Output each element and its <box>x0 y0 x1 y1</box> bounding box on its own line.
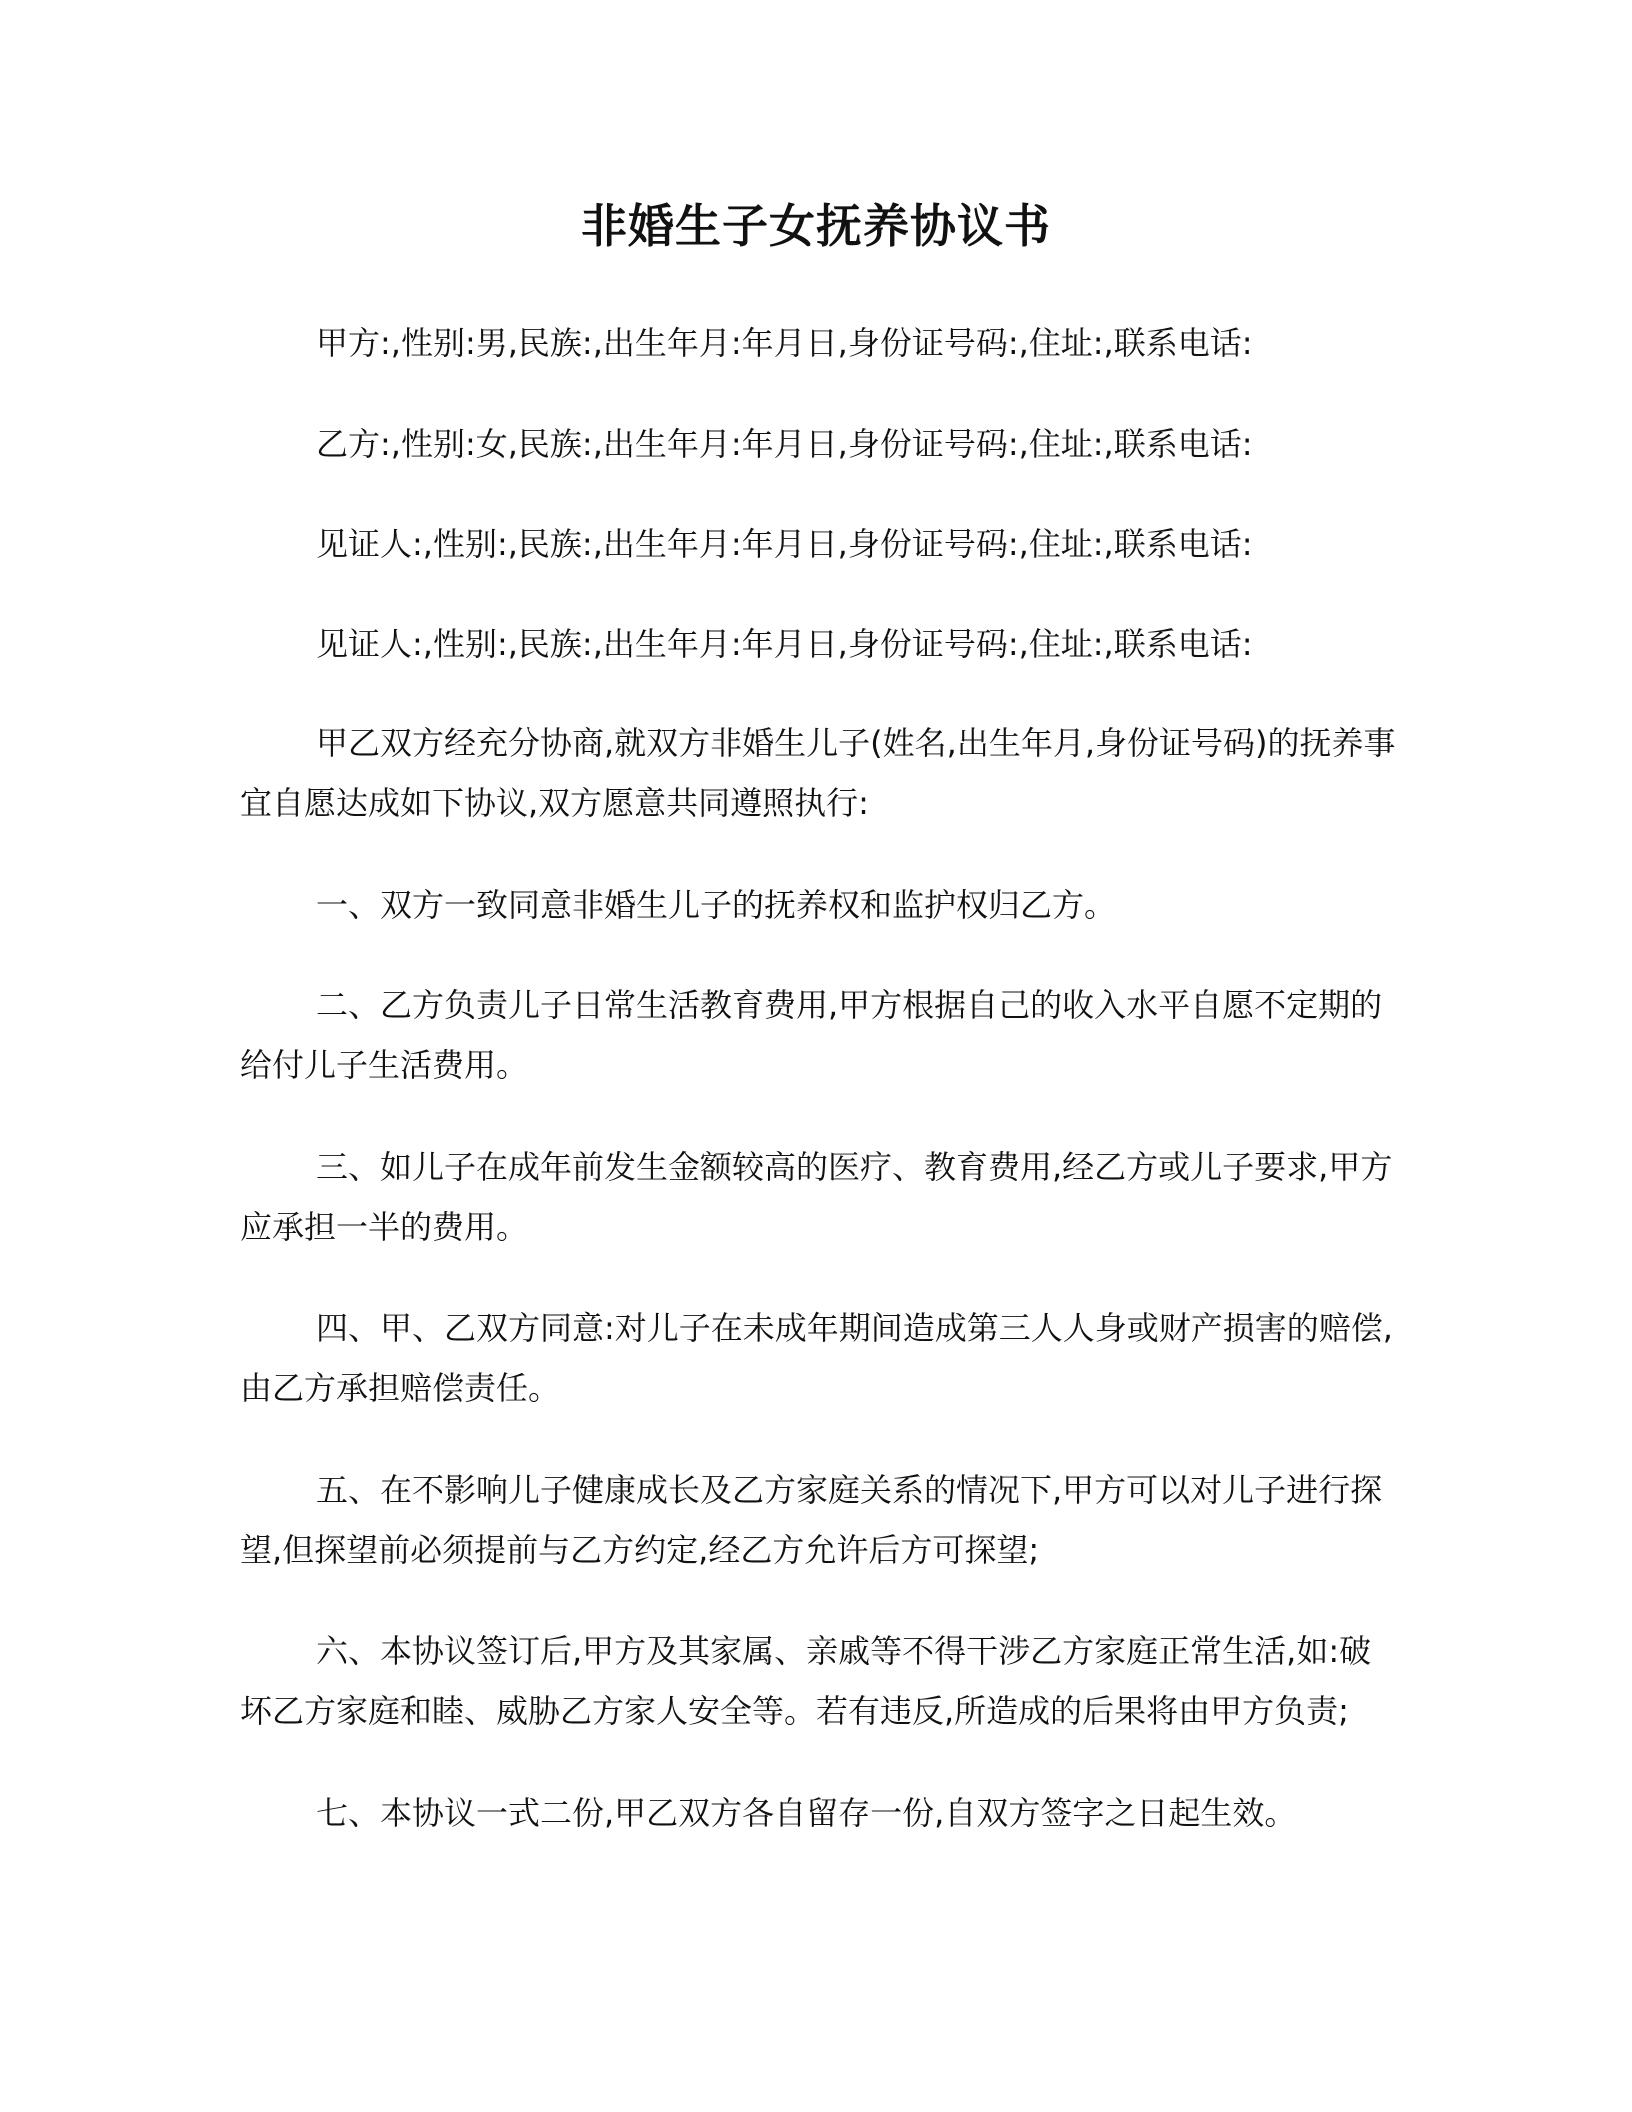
witness-2-info: 见证人:,性别:,民族:,出生年月:年月日,身份证号码:,住址:,联系电话: <box>316 625 1253 663</box>
clause-6-line-2: 坏乙方家庭和睦、威胁乙方家人安全等。若有违反,所造成的后果将由甲方负责; <box>240 1692 1349 1730</box>
clause-3-line-1: 三、如儿子在成年前发生金额较高的医疗、教育费用,经乙方或儿子要求,甲方 <box>316 1148 1393 1186</box>
clause-5 <box>240 1460 1386 1580</box>
clause-6-line-1: 六、本协议签订后,甲方及其家属、亲戚等不得干涉乙方家庭正常生活,如:破 <box>316 1632 1372 1670</box>
document-title: 非婚生子女抚养协议书 <box>581 199 1051 253</box>
intro-paragraph <box>240 713 1396 833</box>
clause-5-line-1: 五、在不影响儿子健康成长及乙方家庭关系的情况下,甲方可以对儿子进行探 <box>316 1471 1383 1509</box>
clause-2 <box>240 975 1386 1095</box>
clause-1 <box>240 875 1386 935</box>
clause-3-line-2: 应承担一半的费用。 <box>240 1208 529 1246</box>
clause-2-line-2: 给付儿子生活费用。 <box>240 1046 529 1084</box>
clause-6 <box>240 1621 1386 1741</box>
clause-7 <box>240 1783 1386 1843</box>
clause-7-line-1: 七、本协议一式二份,甲乙双方各自留存一份,自双方签字之日起生效。 <box>316 1794 1297 1832</box>
clause-1-line-1: 一、双方一致同意非婚生儿子的抚养权和监护权归乙方。 <box>316 886 1117 924</box>
clause-2-line-1: 二、乙方负责儿子日常生活教育费用,甲方根据自己的收入水平自愿不定期的 <box>316 986 1383 1024</box>
intro-line-1: 甲乙双方经充分协商,就双方非婚生儿子(姓名,出生年月,身份证号码)的抚养事 <box>316 724 1396 762</box>
clause-4-line-2: 由乙方承担赔偿责任。 <box>240 1369 561 1407</box>
clause-4-line-1: 四、甲、乙双方同意:对儿子在未成年期间造成第三人人身或财产损害的赔偿, <box>316 1309 1393 1347</box>
clause-4 <box>240 1298 1393 1418</box>
party-a-info: 甲方:,性别:男,民族:,出生年月:年月日,身份证号码:,住址:,联系电话: <box>316 324 1253 362</box>
party-b-info: 乙方:,性别:女,民族:,出生年月:年月日,身份证号码:,住址:,联系电话: <box>316 425 1253 463</box>
witness-1-info: 见证人:,性别:,民族:,出生年月:年月日,身份证号码:,住址:,联系电话: <box>316 525 1253 563</box>
clause-3 <box>240 1137 1393 1257</box>
intro-line-2: 宜自愿达成如下协议,双方愿意共同遵照执行: <box>240 784 869 822</box>
clause-5-line-2: 望,但探望前必须提前与乙方约定,经乙方允许后方可探望; <box>240 1531 1040 1569</box>
